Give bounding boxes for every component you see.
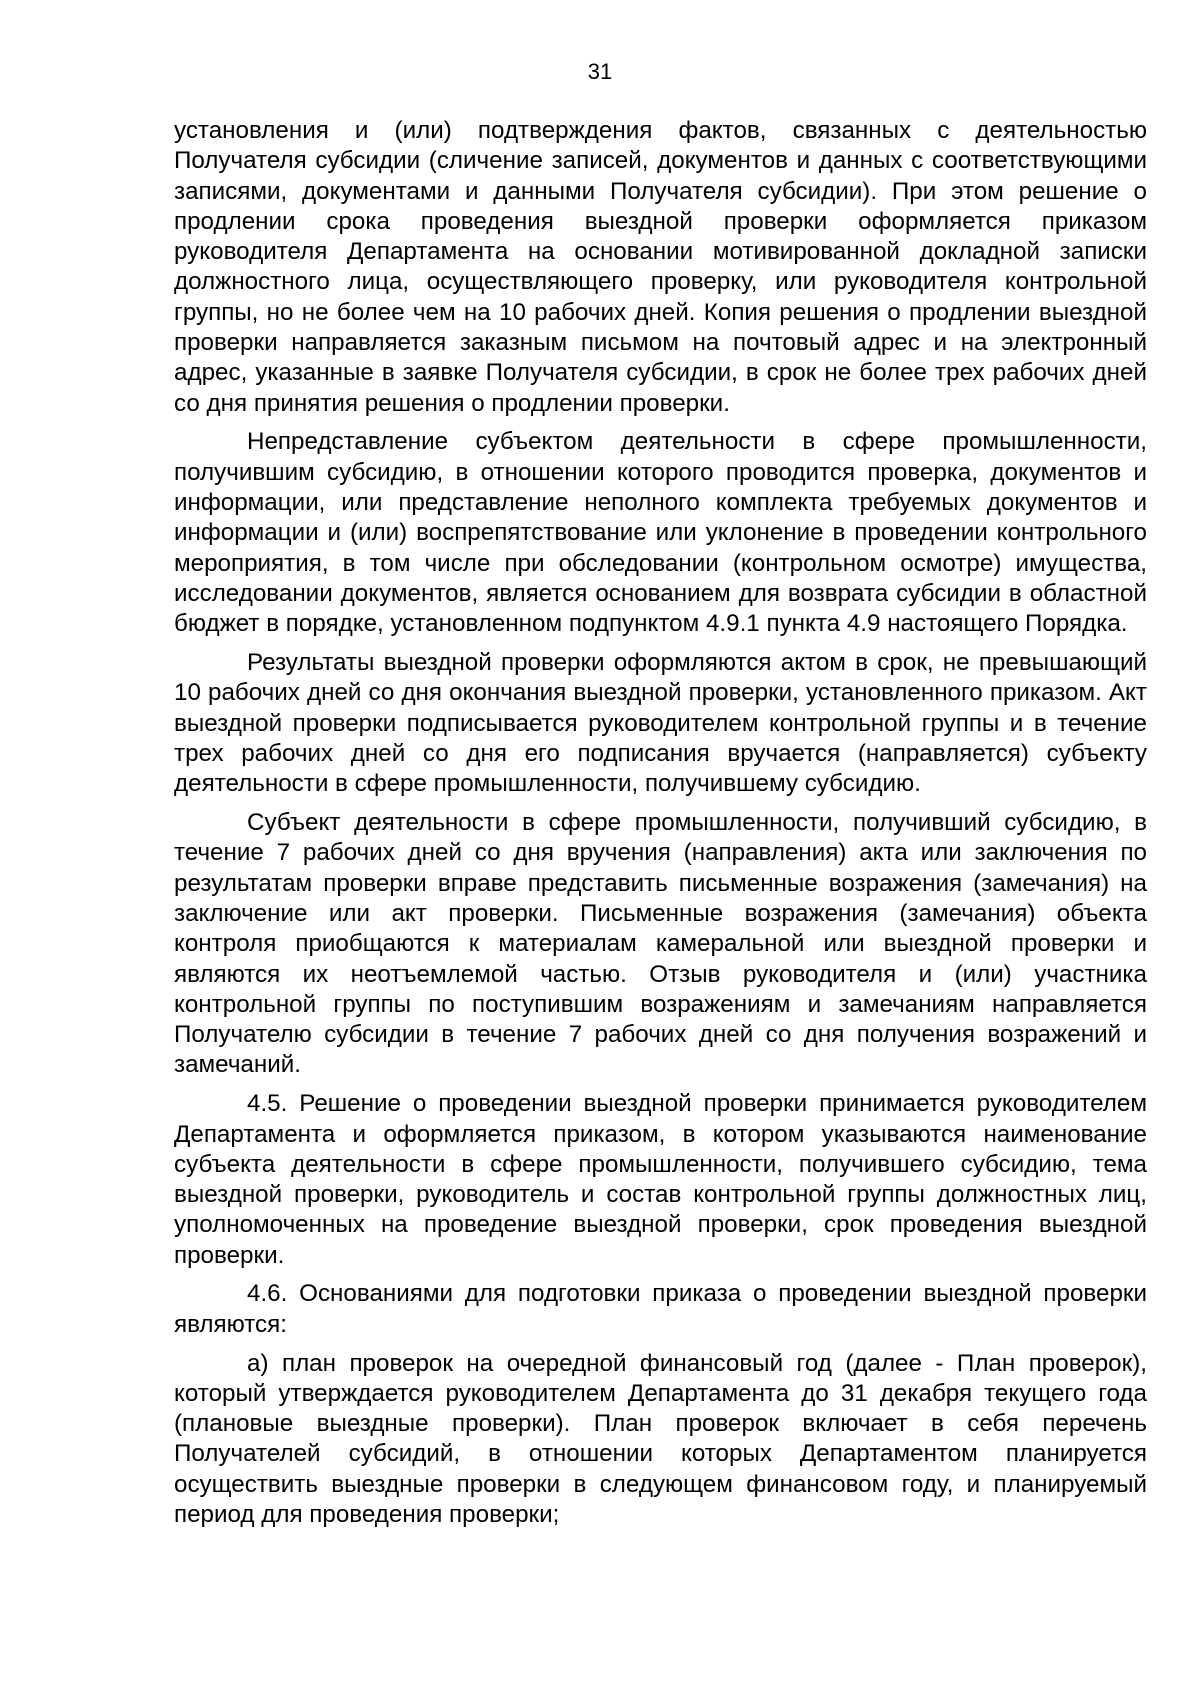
paragraph-inspection-extension: установления и (или) подтверждения фактов, связанных с деятельностью Получателя субсидии (сличение записей, документов и данных с соответствующими записями, документами и данными Получателя субсидии). При этом решение о продлении срока проведения выездной проверки оформляется приказом руководителя Департамента на основании мотивированной докладной записки должностного лица, осуществляющего проверку, или руководителя контрольной группы, но не более чем на 10 рабочих дней. Копия решения о продлении выездной проверки направляется заказным письмом на почтовый адрес и на электронный адрес, указанные в заявке Получателя субсидии, в срок не более трех рабочих дней со дня принятия решения о продлении проверки. bbox=[174, 117, 1147, 417]
document-body bbox=[174, 116, 1147, 1539]
paragraph-objections: Субъект деятельности в сфере промышленности, получивший субсидию, в течение 7 рабочих дней со дня вручения (направления) акта или заключения по результатам проверки вправе представить письменные возражения (замечания) на заключение или акт проверки. Письменные возражения (замечания) объекта контроля приобщаются к материалам камеральной или выездной проверки и являются их неотъемлемой частью. Отзыв руководителя и (или) участника контрольной группы по поступившим возражениям и замечаниям направляется Получателю субсидии в течение 7 рабочих дней со дня получения возражений и замечаний. bbox=[174, 809, 1147, 1079]
paragraph-clause-4-6-a: а) план проверок на очередной финансовый год (далее - План проверок), который утверждается руководителем Департамента до 31 декабря текущего года (плановые выездные проверки). План проверок включает в себя перечень Получателей субсидий, в отношении которых Департаментом планируется осуществить выездные проверки в следующем финансовом году, и планируемый период для проведения проверки; bbox=[174, 1349, 1147, 1529]
page-number: 31 bbox=[587, 59, 613, 84]
paragraph-inspection-results: Результаты выездной проверки оформляются актом в срок, не превышающий 10 рабочих дней со дня окончания выездной проверки, установленного приказом. Акт выездной проверки подписывается руководителем контрольной группы и в течение трех рабочих дней со дня его подписания вручается (направляется) субъекту деятельности в сфере промышленности, получившему субсидию. bbox=[174, 649, 1147, 798]
paragraph-clause-4-5: 4.5. Решение о проведении выездной проверки принимается руководителем Департамента и оформляется приказом, в котором указываются наименование субъекта деятельности в сфере промышленности, получившего субсидию, тема выездной проверки, руководитель и состав контрольной группы должностных лиц, уполномоченных на проведение выездной проверки, срок проведения выездной проверки. bbox=[174, 1090, 1147, 1269]
paragraph-non-submission: Непредставление субъектом деятельности в сфере промышленности, получившим субсидию, в отношении которого проводится проверка, документов и информации, или представление неполного комплекта требуемых документов и информации и (или) воспрепятствование или уклонение в проведении контрольного мероприятия, в том числе при обследовании (контрольном осмотре) имущества, исследовании документов, является основанием для возврата субсидии в областной бюджет в порядке, установленном подпунктом 4.9.1 пункта 4.9 настоящего Порядка. bbox=[174, 428, 1147, 638]
paragraph-clause-4-6: 4.6. Основаниями для подготовки приказа о проведении выездной проверки являются: bbox=[174, 1280, 1147, 1338]
